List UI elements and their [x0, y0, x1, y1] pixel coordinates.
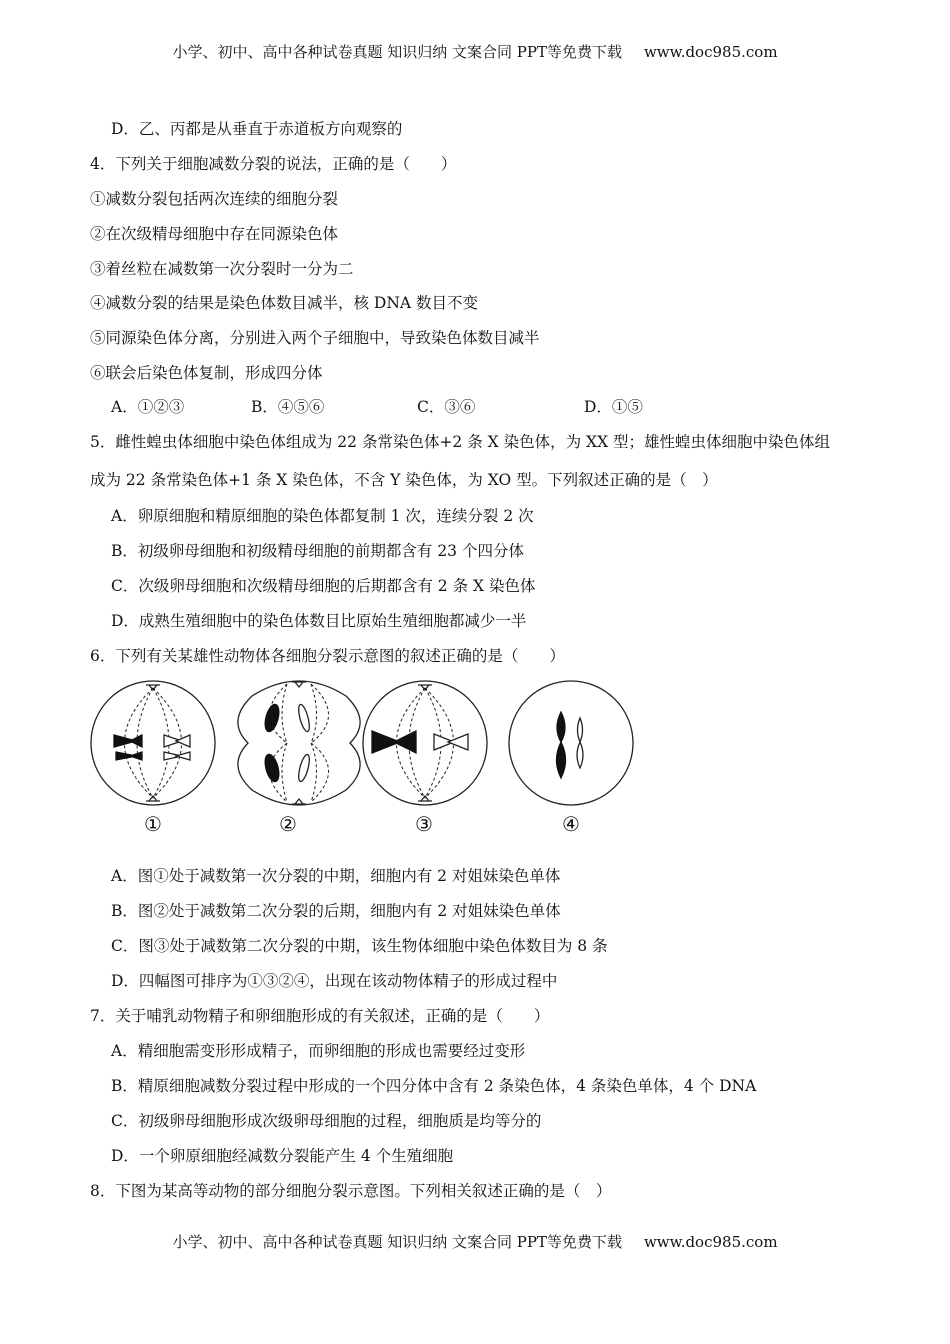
q5-option-b: B．初级卵母细胞和初级精母细胞的前期都含有 23 个四分体	[111, 542, 524, 560]
figure-label-4: ④	[562, 812, 580, 836]
header-site[interactable]: www.doc985.com	[643, 43, 778, 61]
q4-statement-2: ②在次级精母细胞中存在同源染色体	[90, 225, 339, 243]
figure-label-3: ③	[415, 812, 433, 836]
q5-stem-line1: 5．雌性蝗虫体细胞中染色体组成为 22 条常染色体+2 条 X 染色体，为 XX 型；雄性蝗虫体细胞中染色体组	[90, 433, 831, 451]
cell-1-diagram	[91, 681, 215, 805]
q8-stem: 8．下图为某高等动物的部分细胞分裂示意图。下列相关叙述正确的是（ ）	[90, 1182, 612, 1200]
q6-stem: 6．下列有关某雄性动物体各细胞分裂示意图的叙述正确的是（ ）	[90, 647, 565, 665]
q5-option-d: D．成熟生殖细胞中的染色体数目比原始生殖细胞都减少一半	[111, 612, 527, 630]
q4-option-c: C．③⑥	[417, 398, 476, 416]
q4-options	[111, 397, 711, 417]
q5-option-c: C．次级卵母细胞和次级精母细胞的后期都含有 2 条 X 染色体	[111, 577, 536, 595]
q4-statement-5: ⑤同源染色体分离，分别进入两个子细胞中，导致染色体数目减半	[90, 329, 540, 347]
q4-option-b: B．④⑤⑥	[251, 398, 325, 416]
q6-option-d: D．四幅图可排序为①③②④，出现在该动物体精子的形成过程中	[111, 972, 558, 990]
q4-statement-1: ①减数分裂包括两次连续的细胞分裂	[90, 190, 339, 208]
cell-division-diagrams	[86, 676, 646, 811]
figure-label-2: ②	[279, 812, 297, 836]
cell-4-diagram	[509, 681, 633, 805]
page-footer	[0, 1231, 950, 1252]
q7-stem: 7．关于哺乳动物精子和卵细胞形成的有关叙述，正确的是（ ）	[90, 1007, 550, 1025]
q7-option-c: C．初级卵母细胞形成次级卵母细胞的过程，细胞质是均等分的	[111, 1112, 542, 1130]
cell-3-diagram	[363, 681, 487, 805]
q4-statement-3: ③着丝粒在减数第一次分裂时一分为二	[90, 260, 354, 278]
q7-option-d: D．一个卵原细胞经减数分裂能产生 4 个生殖细胞	[111, 1147, 454, 1165]
q4-statement-4: ④减数分裂的结果是染色体数目减半，核 DNA 数目不变	[90, 294, 479, 312]
q6-option-b: B．图②处于减数第二次分裂的后期，细胞内有 2 对姐妹染色单体	[111, 902, 561, 920]
q5-option-a: A．卵原细胞和精原细胞的染色体都复制 1 次，连续分裂 2 次	[111, 507, 534, 525]
q5-stem-line2: 成为 22 条常染色体+1 条 X 染色体，不含 Y 染色体，为 XO 型。下列叙述正确的是（ ）	[90, 471, 718, 489]
q3-option-d: D．乙、丙都是从垂直于赤道板方向观察的	[111, 120, 403, 138]
q6-option-c: C．图③处于减数第二次分裂的中期，该生物体细胞中染色体数目为 8 条	[111, 937, 608, 955]
q4-option-d: D．①⑤	[584, 398, 643, 416]
header-text: 小学、初中、高中各种试卷真题 知识归纳 文案合同 PPT等免费下载	[172, 43, 622, 61]
q4-option-a: A．①②③	[111, 398, 185, 416]
q7-option-a: A．精细胞需变形形成精子，而卵细胞的形成也需要经过变形	[111, 1042, 526, 1060]
figure-label-1: ①	[144, 812, 162, 836]
q4-statement-6: ⑥联会后染色体复制，形成四分体	[90, 364, 323, 382]
footer-text: 小学、初中、高中各种试卷真题 知识归纳 文案合同 PPT等免费下载	[172, 1233, 622, 1251]
cell-2-diagram	[238, 681, 360, 805]
footer-site[interactable]: www.doc985.com	[643, 1233, 778, 1251]
q6-option-a: A．图①处于减数第一次分裂的中期，细胞内有 2 对姐妹染色单体	[111, 867, 561, 885]
q7-option-b: B．精原细胞减数分裂过程中形成的一个四分体中含有 2 条染色体，4 条染色单体，4 个 DNA	[111, 1077, 757, 1095]
page-header	[0, 41, 950, 62]
q4-stem: 4．下列关于细胞减数分裂的说法，正确的是（ ）	[90, 155, 457, 173]
